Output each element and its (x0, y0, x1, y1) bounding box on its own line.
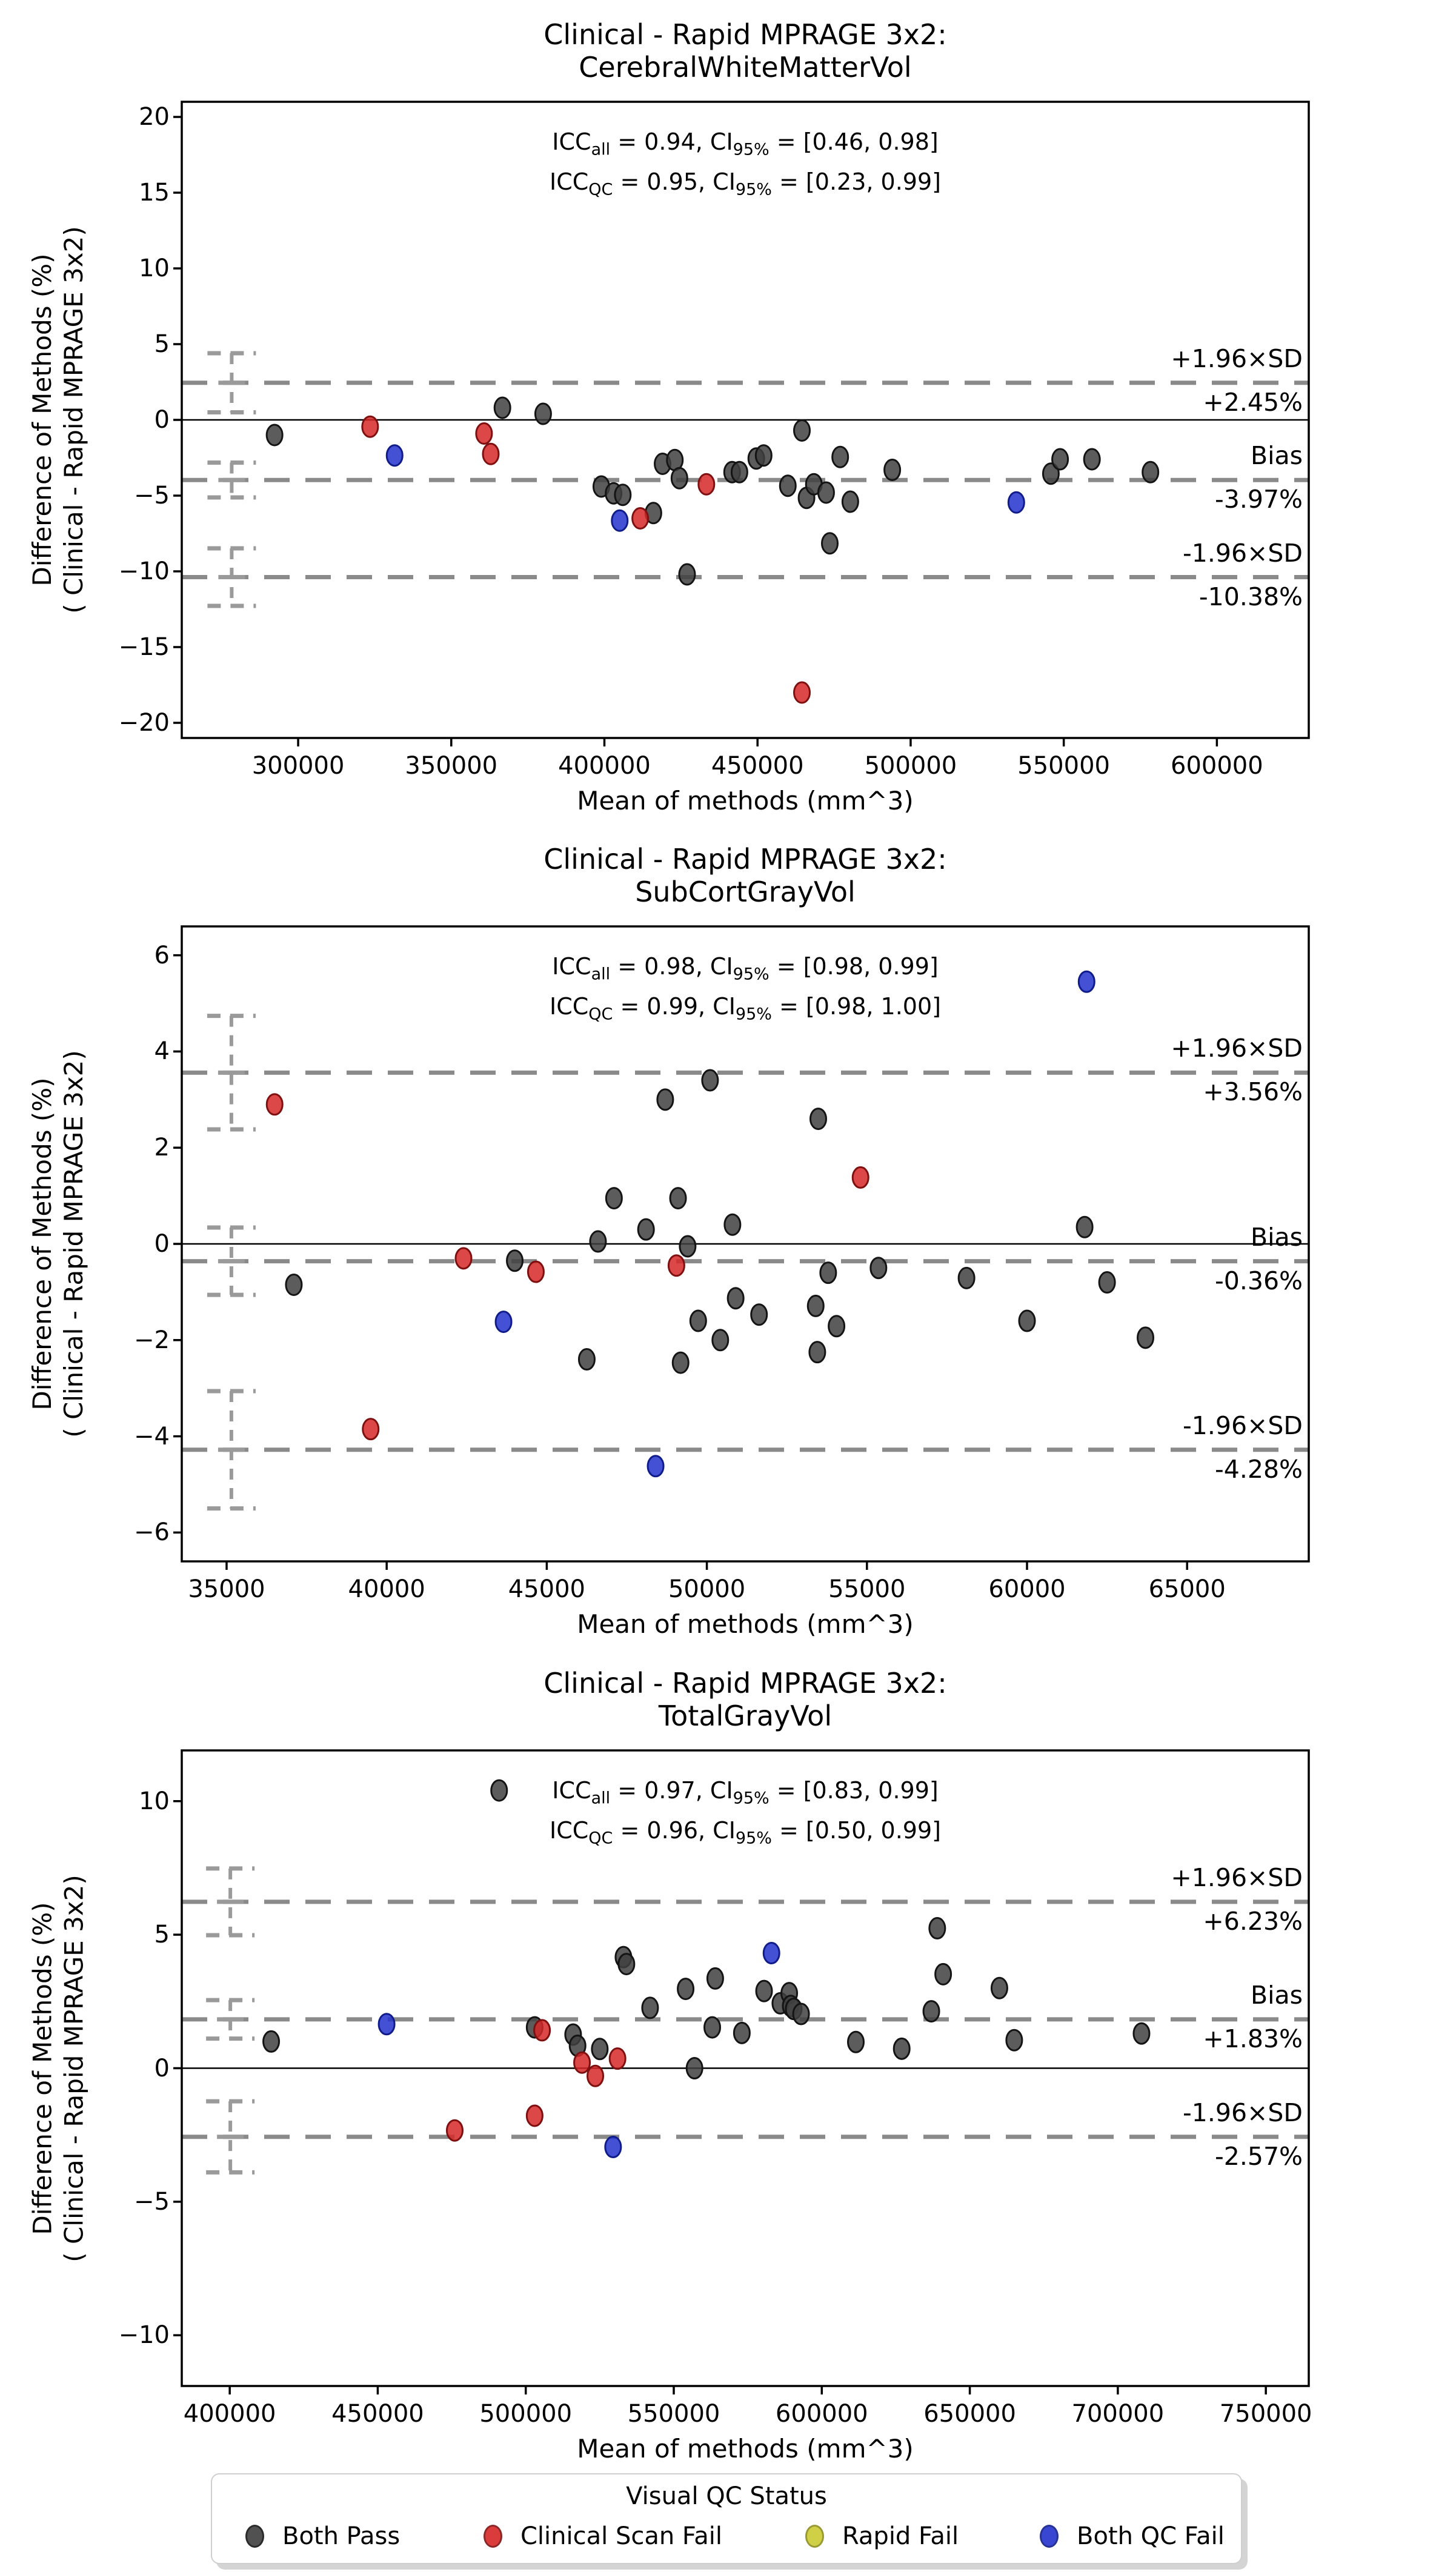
both-pass-marker-icon (245, 2525, 264, 2548)
y-tick-label: 6 (154, 941, 170, 969)
plot-title (321, 18, 1169, 84)
x-axis-label: Mean of methods (mm^3) (577, 2434, 914, 2464)
legend-title: Visual QC Status (626, 2482, 827, 2510)
y-tick-label: −5 (134, 482, 170, 510)
x-axis-label: Mean of methods (mm^3) (577, 786, 914, 816)
x-tick-label: 400000 (558, 752, 651, 780)
x-tick-label: 40000 (348, 1575, 425, 1603)
y-tick-label: 10 (139, 1787, 170, 1815)
y-tick-label: −20 (118, 709, 170, 737)
x-tick-label: 45000 (508, 1575, 585, 1603)
plot-title-line1: Clinical - Rapid MPRAGE 3x2: (544, 1667, 947, 1700)
x-tick-label: 550000 (1017, 752, 1110, 780)
x-tick-label: 600000 (1171, 752, 1263, 780)
x-tick-label: 650000 (923, 2400, 1016, 2428)
y-tick-label: −15 (118, 633, 170, 661)
legend-label: Rapid Fail (842, 2522, 959, 2550)
bias-label: Bias (1250, 441, 1303, 471)
y-tick-label: −5 (134, 2187, 170, 2216)
legend-entry-rapid-fail (805, 2522, 959, 2551)
y-tick-label: 5 (154, 330, 170, 358)
icc-all-text: $ICC_{all} = 0.94$, $CI_{95\%} = [0.46$, 0.98] (552, 128, 939, 159)
lower-loa-value: -4.28% (1214, 1454, 1303, 1484)
lower-loa-value: -10.38% (1198, 582, 1303, 611)
y-tick-label: 4 (154, 1037, 170, 1066)
x-tick-label: 60000 (988, 1575, 1066, 1603)
x-tick-label: 450000 (331, 2400, 424, 2428)
both-qc-fail-marker-icon (1040, 2525, 1059, 2548)
y-tick-label: −2 (134, 1326, 170, 1354)
x-tick-label: 400000 (183, 2400, 276, 2428)
y-tick-label: 15 (139, 179, 170, 207)
bias-value: -0.36% (1214, 1266, 1303, 1295)
x-tick-label: 500000 (479, 2400, 573, 2428)
y-axis-label: Difference of Methods (%) ( Clinical - Rapid MPRAGE 3x2) (27, 1050, 88, 1438)
plot-title-line2: TotalGrayVol (658, 1700, 833, 1732)
legend-label: Both Pass (282, 2522, 401, 2550)
upper-loa-label: +1.96×SD (1171, 1863, 1303, 1892)
plot-title (321, 843, 1169, 908)
y-tick-label: 0 (154, 2054, 170, 2082)
upper-loa-value: +3.56% (1203, 1077, 1303, 1107)
bias-value: +1.83% (1203, 2024, 1303, 2053)
x-tick-label: 300000 (251, 752, 345, 780)
bias-label: Bias (1250, 1222, 1303, 1252)
y-tick-label: −10 (118, 557, 170, 585)
plot-title (321, 1667, 1169, 1732)
y-tick-label: 0 (154, 406, 170, 434)
icc-all-text: $ICC_{all} = 0.98$, $CI_{95\%} = [0.98$, 0.99] (552, 953, 939, 984)
legend-entry-both-pass (245, 2522, 400, 2551)
y-tick-label: −10 (118, 2321, 170, 2350)
x-tick-label: 750000 (1219, 2400, 1312, 2428)
lower-loa-label: -1.96×SD (1182, 1411, 1303, 1440)
plot-title-line2: SubCortGrayVol (635, 876, 856, 908)
y-tick-label: 10 (139, 254, 170, 282)
icc-qc-text: $ICC_{QC} = 0.96$, $CI_{95\%} = [0.50$, 0.99] (550, 1817, 941, 1848)
plot-title-line2: CerebralWhiteMatterVol (579, 51, 912, 84)
legend-label: Clinical Scan Fail (520, 2522, 722, 2550)
x-tick-label: 600000 (775, 2400, 868, 2428)
legend-entry-both-qc-fail (1040, 2522, 1225, 2551)
icc-qc-text: $ICC_{QC} = 0.99$, $CI_{95\%} = [0.98$, 1.00] (550, 993, 941, 1024)
lower-loa-label: -1.96×SD (1182, 2098, 1303, 2127)
x-tick-label: 500000 (864, 752, 957, 780)
bias-label: Bias (1250, 1980, 1303, 2010)
legend-entry-clinical-scan-fail (484, 2522, 722, 2551)
y-tick-label: −6 (134, 1518, 170, 1547)
x-tick-label: 50000 (668, 1575, 746, 1603)
lower-loa-value: -2.57% (1214, 2141, 1303, 2171)
upper-loa-label: +1.96×SD (1171, 1034, 1303, 1063)
y-tick-label: 2 (154, 1134, 170, 1162)
legend (211, 2473, 1242, 2564)
upper-loa-value: +2.45% (1203, 387, 1303, 417)
plot-title-line1: Clinical - Rapid MPRAGE 3x2: (544, 843, 947, 876)
x-tick-label: 550000 (627, 2400, 720, 2428)
plot-title-line1: Clinical - Rapid MPRAGE 3x2: (544, 18, 947, 51)
icc-qc-text: $ICC_{QC} = 0.95$, $CI_{95\%} = [0.23$, 0.99] (550, 168, 941, 199)
x-axis-label: Mean of methods (mm^3) (577, 1609, 914, 1639)
y-tick-label: 0 (154, 1230, 170, 1258)
x-tick-label: 700000 (1071, 2400, 1165, 2428)
bias-value: -3.97% (1214, 485, 1303, 514)
x-tick-label: 65000 (1148, 1575, 1226, 1603)
y-axis-label: Difference of Methods (%) ( Clinical - Rapid MPRAGE 3x2) (27, 1874, 88, 2262)
lower-loa-label: -1.96×SD (1182, 538, 1303, 568)
rapid-fail-marker-icon (805, 2525, 824, 2548)
legend-label: Both QC Fail (1077, 2522, 1225, 2550)
x-tick-label: 350000 (405, 752, 498, 780)
y-tick-label: 5 (154, 1921, 170, 1949)
upper-loa-label: +1.96×SD (1171, 344, 1303, 373)
x-tick-label: 450000 (711, 752, 804, 780)
clinical-scan-fail-marker-icon (484, 2525, 502, 2548)
y-axis-label: Difference of Methods (%) ( Clinical - Rapid MPRAGE 3x2) (27, 226, 88, 614)
y-tick-label: −4 (134, 1422, 170, 1450)
icc-all-text: $ICC_{all} = 0.97$, $CI_{95\%} = [0.83$, 0.99] (552, 1777, 939, 1808)
y-tick-label: 20 (139, 103, 170, 131)
upper-loa-value: +6.23% (1203, 1906, 1303, 1936)
x-tick-label: 55000 (828, 1575, 906, 1603)
x-tick-label: 35000 (188, 1575, 265, 1603)
